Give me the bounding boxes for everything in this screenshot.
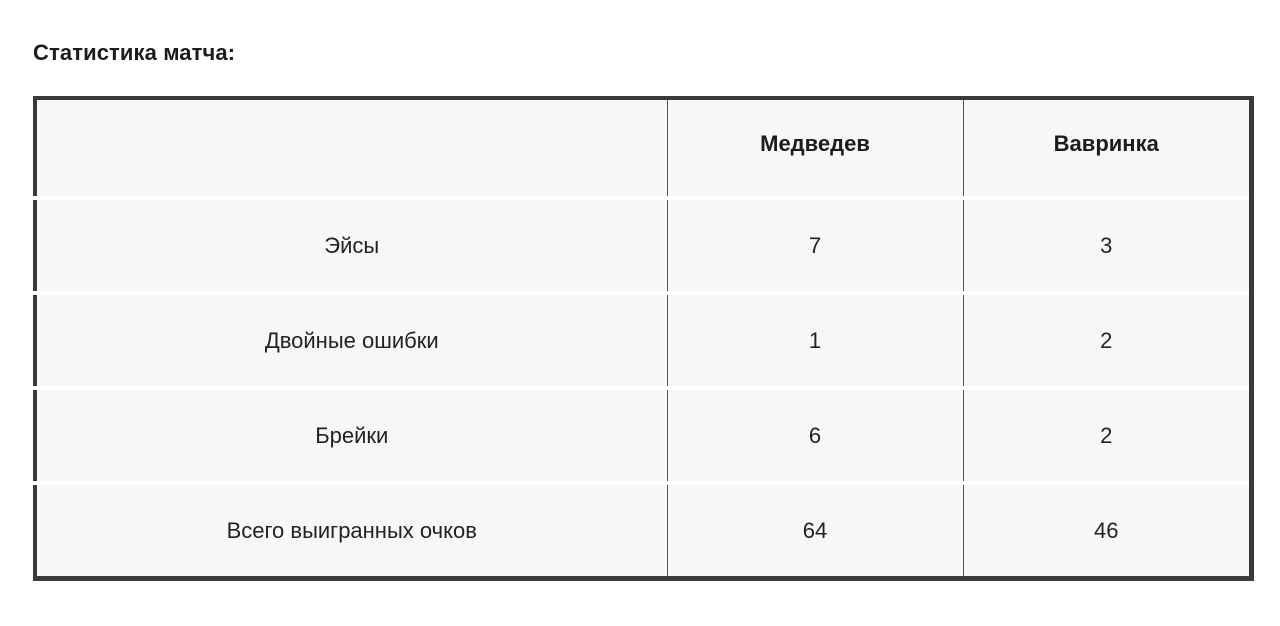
table-row (35, 388, 1252, 483)
stat-value-wawrinka: 2 (963, 388, 1252, 483)
stat-value-wawrinka: 46 (963, 483, 1252, 579)
stat-value-medvedev: 7 (667, 198, 963, 293)
stat-label: Эйсы (35, 198, 667, 293)
header-player-wawrinka: Вавринка (963, 98, 1252, 198)
table-row (35, 198, 1252, 293)
table-header-row (35, 98, 1252, 198)
stat-label: Брейки (35, 388, 667, 483)
stat-value-medvedev: 1 (667, 293, 963, 388)
stat-label: Двойные ошибки (35, 293, 667, 388)
stat-label: Всего выигранных очков (35, 483, 667, 579)
match-stats-table (33, 96, 1254, 581)
header-player-medvedev: Медведев (667, 98, 963, 198)
section-heading: Статистика матча: (33, 40, 236, 65)
stat-value-medvedev: 64 (667, 483, 963, 579)
stat-value-medvedev: 6 (667, 388, 963, 483)
header-empty-cell (35, 98, 667, 198)
table-row (35, 293, 1252, 388)
stat-value-wawrinka: 2 (963, 293, 1252, 388)
stat-value-wawrinka: 3 (963, 198, 1252, 293)
table-row (35, 483, 1252, 579)
